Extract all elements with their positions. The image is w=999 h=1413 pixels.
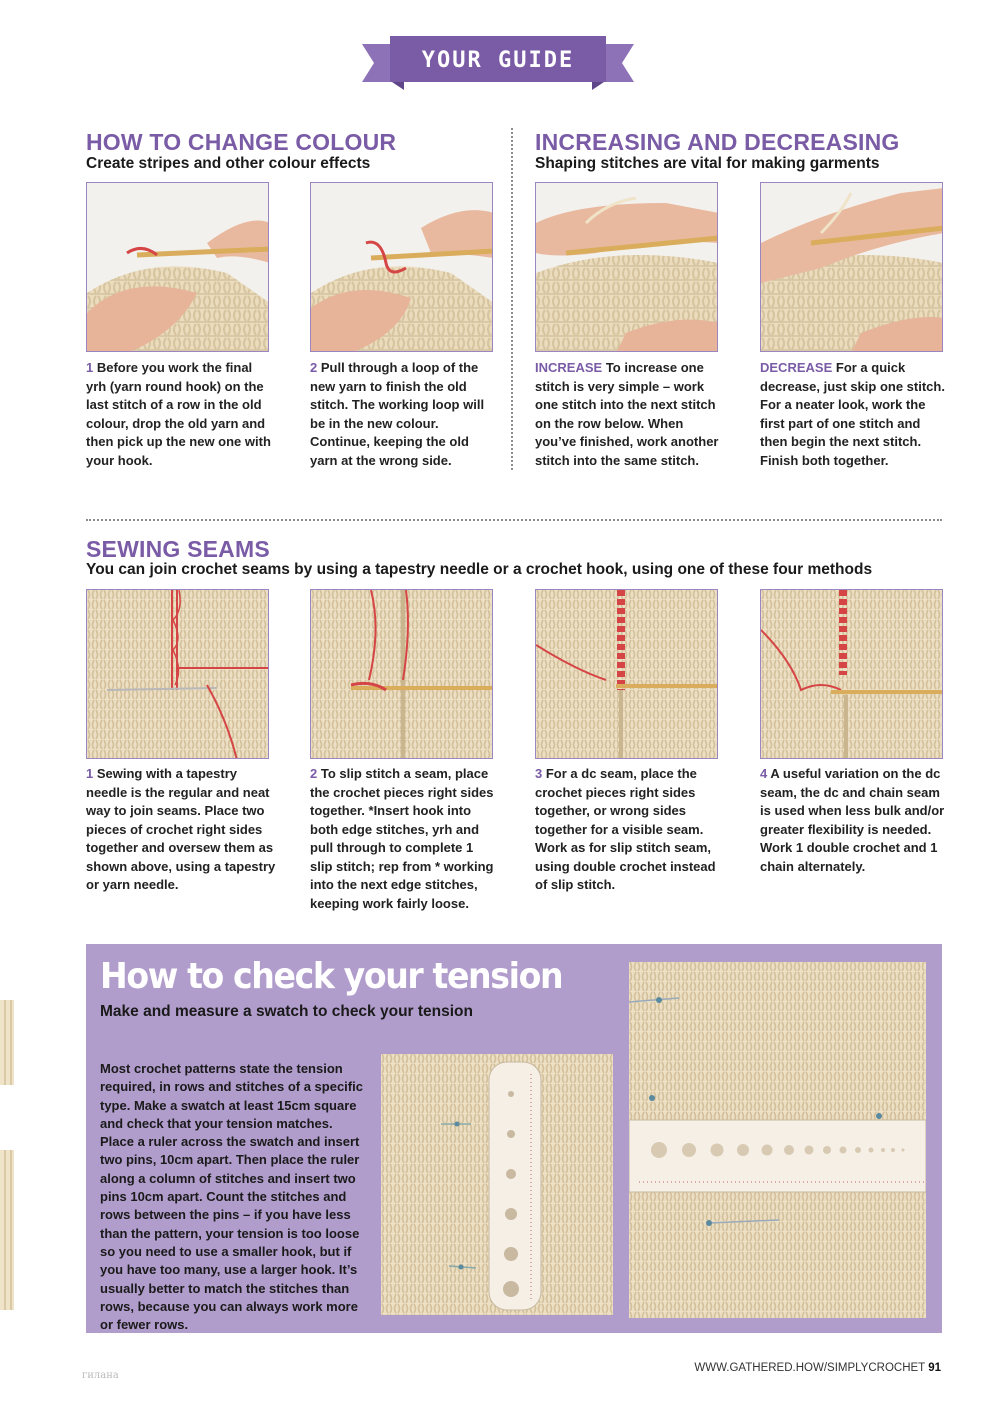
footer-url: WWW.GATHERED.HOW/SIMPLYCROCHET bbox=[694, 1362, 925, 1374]
edge-photo-top bbox=[0, 1000, 14, 1085]
column-divider bbox=[511, 128, 513, 470]
footer bbox=[694, 1362, 941, 1374]
colour-title: HOW TO CHANGE COLOUR bbox=[86, 129, 397, 155]
tension-photo-horizontal-ruler bbox=[629, 962, 926, 1318]
seams-title: SEWING SEAMS bbox=[86, 536, 270, 562]
tension-body: Most crochet patterns state the tension required, in rows and stitches of a specific type. Make a swatch at least 15cm square and check that your tension matches. Place a ruler across the swatch and insert two pins, 10cm apart. Then place the ruler along a column of stitches and insert two pins 10cm apart. Count the stitches and rows between the pins – if you have less than the pattern, your tension is too loose so you need to use a smaller hook, but if you have too many, use a larger hook. It’s usually better to match the stitches than rows, because you can always work more or fewer rows. bbox=[100, 1061, 363, 1333]
page-number: 91 bbox=[928, 1362, 941, 1374]
colour-step-2: 2 Pull through a loop of the new yarn to finish the old stitch. The working loop will be in the new colour. Continue, keeping the old yarn at the wrong side. bbox=[310, 360, 485, 468]
shaping-step-decrease: DECREASE For a quick decrease, just skip one stitch. For a neater look, work the first part of one stitch and then begin the next stitch. Finish both together. bbox=[760, 360, 945, 468]
seam-photo-3 bbox=[535, 589, 718, 759]
shaping-subtitle: Shaping stitches are vital for making garments bbox=[535, 155, 880, 172]
shaping-photo-decrease bbox=[760, 182, 943, 352]
shaping-photo-increase bbox=[535, 182, 718, 352]
colour-subtitle: Create stripes and other colour effects bbox=[86, 155, 371, 172]
seam-step-3: 3 For a dc seam, place the crochet pieces right sides together, or wrong sides together for a visible seam. Work as for slip stitch seam, using double crochet instead of slip stitch. bbox=[535, 766, 716, 892]
tension-title: How to check your tension bbox=[100, 956, 563, 997]
colour-photo-2 bbox=[310, 182, 493, 352]
seam-photo-4 bbox=[760, 589, 943, 759]
tension-photo-vertical-ruler bbox=[381, 1054, 613, 1315]
seam-photo-2 bbox=[310, 589, 493, 759]
seams-subtitle: You can join crochet seams by using a tapestry needle or a crochet hook, using one of these four methods bbox=[86, 561, 873, 578]
banner-text: YOUR GUIDE bbox=[421, 48, 575, 73]
watermark: гилана bbox=[82, 1370, 119, 1381]
section-divider bbox=[86, 519, 942, 521]
tension-subtitle: Make and measure a swatch to check your tension bbox=[100, 1003, 473, 1020]
seam-step-1: 1 Sewing with a tapestry needle is the regular and neat way to join seams. Place two pieces of crochet right sides together and oversew them as shown above, using a tapestry or yarn needle. bbox=[86, 766, 276, 892]
seam-photo-1 bbox=[86, 589, 269, 759]
guide-banner bbox=[362, 30, 634, 96]
shaping-title: INCREASING AND DECREASING bbox=[535, 129, 900, 155]
seam-step-4: 4 A useful variation on the dc seam, the dc and chain seam is used when less bulk and/or greater flexibility is needed. Work 1 double crochet and 1 chain alternately. bbox=[760, 766, 945, 874]
edge-photo-bottom bbox=[0, 1150, 14, 1310]
shaping-step-increase: INCREASE To increase one stitch is very simple – work one stitch into the next stitch on the row below. When you’ve finished, work another stitch into the same stitch. bbox=[535, 360, 719, 468]
colour-step-1: 1 Before you work the final yrh (yarn round hook) on the last stitch of a row in the old colour, drop the old yarn and then pick up the new one with your hook. bbox=[86, 360, 271, 468]
colour-photo-1 bbox=[86, 182, 269, 352]
seam-step-2: 2 To slip stitch a seam, place the crochet pieces right sides together. *Insert hook into both edge stitches, yrh and pull through to complete 1 slip stitch; rep from * working into the next edge stitches, keeping work fairly loose. bbox=[310, 766, 494, 911]
